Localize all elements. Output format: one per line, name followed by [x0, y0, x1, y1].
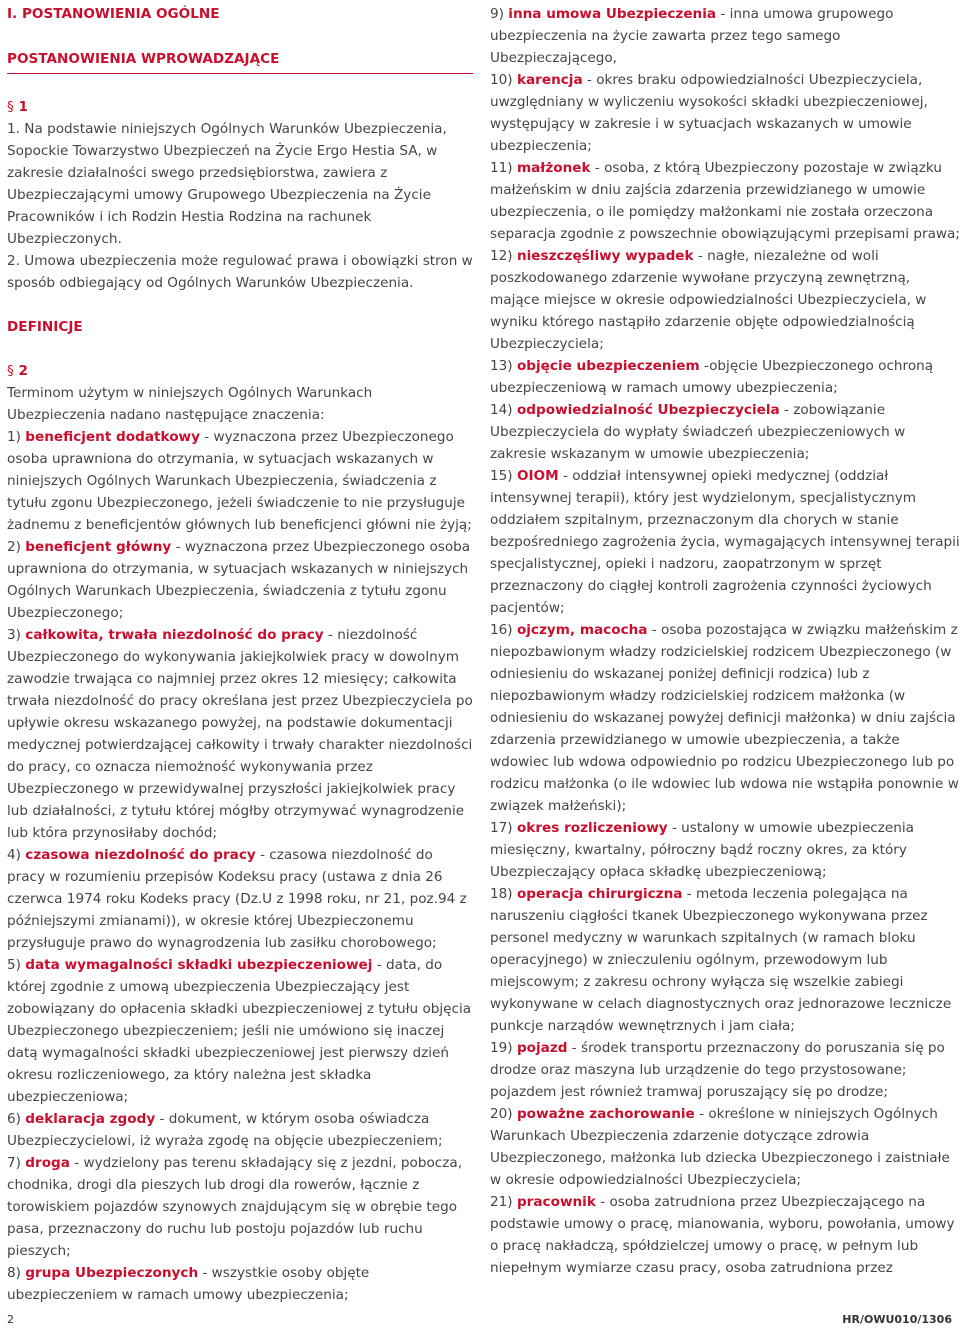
section-title: I. POSTANOWIENIA OGÓLNE	[7, 6, 220, 22]
definition-text: - osoba zatrudniona przez Ubezpieczającego na podstawie umowy o pracę, mianowania, wyboru, powołania, umowy o pracę nakładczą, spółdzielczej umowy o pracę, w pełnym lub niepełnym wymiarze czasu pracy, osoba zatrudniona przez	[490, 1194, 955, 1276]
definition-number: 12)	[490, 248, 517, 264]
definition-number: 11)	[490, 160, 517, 176]
definition-number: 18)	[490, 886, 517, 902]
definition-term: pracownik	[516, 1194, 596, 1210]
section-sign: §	[7, 99, 14, 115]
definition-number: 4)	[7, 847, 26, 863]
definition-term: deklaracja zgody	[25, 1111, 156, 1127]
definition-item	[490, 3, 960, 69]
page-number: 2	[7, 1313, 14, 1326]
definition-text: - wszystkie osoby objęte ubezpieczeniem w ramach umowy ubezpieczenia;	[7, 1265, 370, 1303]
definition-term: całkowita, trwała niezdolność do pracy	[25, 627, 324, 643]
definition-text: - nagłe, niezależne od woli poszkodowanego zdarzenie wywołane przyczyną zewnętrzną, mające miejsce w okresie odpowiedzialności Ubezpieczyciela, w wyniku którego nastąpiło zdarzenie objęte odpowiedzialnością Ubezpieczyciela;	[490, 248, 927, 352]
definitions-title: DEFINICJE	[7, 319, 83, 335]
definition-term: OIOM	[516, 468, 559, 484]
definition-text: - określone w niniejszych Ogólnych Warunkach Ubezpieczenia zdarzenie dotyczące zdrowia Ubezpieczonego, małżonka lub dziecka Ubezpieczonego i zaistniałe w okresie odpowiedzialności Ubezpieczyciela;	[490, 1106, 950, 1188]
definition-text: - ustalony w umowie ubezpieczenia miesięczny, kwartalny, półroczny bądź roczny okres, za który Ubezpieczający opłaca składkę ubezpieczeniową;	[490, 820, 915, 880]
definition-number: 7)	[7, 1155, 26, 1171]
paragraph-number: 1	[18, 99, 28, 115]
definition-term: beneficjent dodatkowy	[25, 429, 200, 445]
definition-text: -objęcie Ubezpieczonego ochroną ubezpieczeniową w ramach umowy ubezpieczenia;	[490, 358, 934, 396]
section-sign: §	[7, 363, 14, 379]
definition-item	[7, 426, 473, 536]
definition-text: - niezdolność Ubezpieczonego do wykonywania jakiejkolwiek pracy w dowolnym zawodzie trwająca co najmniej przez okres 12 miesięcy; całkowita trwała niezdolność do pracy określana jest przez Ubezpieczyciela po upływie okresu wskazanego powyżej, na podstawie dokumentacji medycznej potwierdzającej całkowity i trwały charakter niezdolności do pracy, co oznacza niemożność wykonywania przez Ubezpieczonego w przewidywalnej przyszłości jakiejkolwiek pracy lub działalności, z tytułu której mógłby otrzymywać wynagrodzenie lub która przynosiłaby dochód;	[7, 627, 473, 841]
definition-text: - inna umowa grupowego ubezpieczenia na życie zawarta przez tego samego Ubezpieczającego,	[490, 6, 894, 66]
definition-number: 20)	[490, 1106, 517, 1122]
definition-text: - wyznaczona przez Ubezpieczonego osoba uprawniona do otrzymania, w sytuacjach wskazanych w niniejszych Ogólnych Warunkach Ubezpieczenia, świadczenia z tytułu zgonu Ubezpieczonego, jeżeli świadczenie to nie przysługuje żadnemu z beneficjentów głównych lub beneficjenci główni nie żyją;	[7, 429, 472, 533]
definition-item	[490, 355, 960, 399]
definition-item	[490, 465, 960, 619]
definition-number: 3)	[7, 627, 26, 643]
left-column	[7, 3, 473, 1306]
definition-number: 10)	[490, 72, 517, 88]
definition-term: nieszczęśliwy wypadek	[516, 248, 694, 264]
document-code: HR/OWU010/1306	[842, 1313, 952, 1326]
definition-text: - okres braku odpowiedzialności Ubezpieczyciela, uwzględniany w wyliczeniu wysokości składki ubezpieczeniowej, występujący w zakresie i w sytuacjach wskazanych w umowie ubezpieczenia;	[490, 72, 928, 154]
definition-number: 8)	[7, 1265, 26, 1281]
definition-text: - wydzielony pas terenu składający się z jezdni, pobocza, chodnika, drogi dla pieszych lub drogi dla rowerów, łącznie z torowiskiem pojazdów szynowych znajdującym się w obrębie tego pasa, przeznaczony do ruchu lub postoju pojazdów lub ruchu pieszych;	[7, 1155, 463, 1259]
definition-term: pojazd	[516, 1040, 568, 1056]
paragraph-1-heading	[7, 96, 473, 118]
definition-text: - data, do której zgodnie z umową ubezpieczenia Ubezpieczający jest zobowiązany do opłacenia składki ubezpieczeniowej z tytułu objęcia Ubezpieczonego ubezpieczeniem; jeśli nie umówiono się inaczej datą wymagalności składki ubezpieczeniowej jest pierwszy dzień okresu rozliczeniowego, za który należna jest składka ubezpieczeniowa;	[7, 957, 472, 1105]
right-column	[490, 3, 960, 1279]
definition-term: operacja chirurgiczna	[516, 886, 683, 902]
definition-item	[490, 1191, 960, 1279]
paragraph-1-point-1: 1. Na podstawie niniejszych Ogólnych Warunków Ubezpieczenia, Sopockie Towarzystwo Ubezpieczeń na Życie Ergo Hestia SA, w zakresie działalności swego przedsiębiorstwa, zawiera z Ubezpieczającymi umowy Grupowego Ubezpieczenia na Życie Pracowników i ich Rodzin Hestia Rodzina na rachunek Ubezpieczonych.	[7, 121, 447, 247]
definition-number: 9)	[490, 6, 509, 22]
definition-number: 17)	[490, 820, 517, 836]
heading-divider	[7, 73, 473, 74]
paragraph-number: 2	[18, 363, 28, 379]
definition-number: 1)	[7, 429, 26, 445]
paragraph-2-heading	[7, 360, 473, 382]
definitions-intro: Terminom użytym w niniejszych Ogólnych Warunkach Ubezpieczenia nadano następujące znaczenia:	[7, 385, 373, 423]
definition-term: poważne zachorowanie	[516, 1106, 695, 1122]
definition-item	[7, 1152, 473, 1262]
definition-term: beneficjent główny	[25, 539, 172, 555]
definition-number: 13)	[490, 358, 517, 374]
definition-text: - metoda leczenia polegająca na naruszeniu ciągłości tkanek Ubezpieczonego wykonywana przez personel medyczny w warunkach szpitalnych (w ramach bloku operacyjnego) w znieczuleniu ogólnym, przewodowym lub miejscowym; z zakresu ochrony wyłącza się wszelkie zabiegi wykonywane w celach diagnostycznych oraz jednorazowe leczniczе punkcje narządów wewnętrznych i jam ciała;	[490, 886, 952, 1034]
definition-text: - środek transportu przeznaczony do poruszania się po drodze oraz maszyna lub urządzenie do tego przystosowane; pojazdem jest również tramwaj poruszający się po drodze;	[490, 1040, 945, 1100]
definition-text: - zobowiązanie Ubezpieczyciela do wypłaty świadczeń ubezpieczeniowych w zakresie wskazanym w umowie ubezpieczenia;	[490, 402, 906, 462]
definition-text: - czasowa niezdolność do pracy w rozumieniu przepisów Kodeksu pracy (ustawa z dnia 26 czerwca 1974 roku Kodeks pracy (Dz.U z 1998 roku, nr 21, poz.94 z późniejszymi zmianami)), w okresie której Ubezpieczonemu przysługuje prawo do wynagrodzenia lub zasiłku chorobowego;	[7, 847, 467, 951]
definition-item	[7, 536, 473, 624]
definition-term: czasowa niezdolność do pracy	[25, 847, 256, 863]
definitions-list-right	[490, 3, 960, 1279]
definition-number: 19)	[490, 1040, 517, 1056]
definition-item	[490, 69, 960, 157]
definition-number: 2)	[7, 539, 26, 555]
paragraph-1-point-2: 2. Umowa ubezpieczenia może regulować prawa i obowiązki stron w sposób odbiegający od Ogólnych Warunków Ubezpieczenia.	[7, 253, 473, 291]
definition-term: odpowiedzialność Ubezpieczyciela	[516, 402, 780, 418]
definition-text: - dokument, w którym osoba oświadcza Ubezpieczycielowi, iż wyraża zgodę na objęcie ubezpieczeniem;	[7, 1111, 443, 1149]
definition-item	[490, 157, 960, 245]
definition-item	[7, 1108, 473, 1152]
definition-number: 15)	[490, 468, 517, 484]
definition-item	[490, 245, 960, 355]
definition-item	[7, 844, 473, 954]
definition-number: 16)	[490, 622, 517, 638]
definition-item	[7, 624, 473, 844]
subsection-title: POSTANOWIENIA WPROWADZAJĄCE	[7, 51, 280, 67]
definition-number: 6)	[7, 1111, 26, 1127]
definition-item	[490, 817, 960, 883]
definition-text: - osoba pozostająca w związku małżeńskim z niepozbawionym władzy rodzicielskiej rodzicem Ubezpieczonego (w odniesieniu do wskazanej poniżej definicji rodzica) lub z niepozbawionym władzy rodzicielskiej rodzicem małżonka (w odniesieniu do wskazanej powyżej definicji małżonka) w dniu zajścia zdarzenia przewidzianego w umowie ubezpieczenia, a także wdowiec lub wdowa odpowiednio po rodzicu Ubezpieczonego lub po rodzicu małżonka (o ile wdowiec lub wdowa nie wstąpiła ponownie w związek małżeński);	[490, 622, 959, 814]
definition-text: - wyznaczona przez Ubezpieczonego osoba uprawniona do otrzymania, w sytuacjach wskazanych w niniejszych Ogólnych Warunkach Ubezpieczenia, świadczenia z tytułu zgonu Ubezpieczonego;	[7, 539, 471, 621]
definition-number: 21)	[490, 1194, 517, 1210]
definitions-list-left	[7, 426, 473, 1306]
definition-item	[7, 1262, 473, 1306]
definition-item	[490, 619, 960, 817]
definition-term: droga	[25, 1155, 70, 1171]
definition-item	[490, 399, 960, 465]
definition-item	[490, 883, 960, 1037]
definition-number: 14)	[490, 402, 517, 418]
definition-term: grupa Ubezpieczonych	[25, 1265, 199, 1281]
definition-text: - osoba, z którą Ubezpieczony pozostaje w związku małżeńskim w dniu zajścia zdarzenia przewidzianego w umowie ubezpieczenia, o ile pomiędzy małżonkami nie została orzeczona separacja zgodnie z powszechnie obowiązującymi przepisami prawa;	[490, 160, 960, 242]
definition-number: 5)	[7, 957, 26, 973]
definition-term: okres rozliczeniowy	[516, 820, 668, 836]
definition-term: ojczym, macocha	[516, 622, 648, 638]
definition-item	[490, 1103, 960, 1191]
definition-text: - oddział intensywnej opieki medycznej (oddział intensywnej terapii), który jest wydzielonym, specjalistycznym oddziałem szpitalnym, przeznaczonym dla chorych w stanie bezpośredniego zagrożenia życia, wymagających intensywnej terapii specjalistycznej, opieki i nadzoru, zaopatrzonym w sprzęt przeznaczony do ciągłej kontroli zagrożenia czynności życiowych pacjentów;	[490, 468, 960, 616]
definition-item	[7, 954, 473, 1108]
definition-term: objęcie ubezpieczeniem	[516, 358, 700, 374]
definition-term: inna umowa Ubezpieczenia	[508, 6, 717, 22]
definition-term: małżonek	[516, 160, 591, 176]
definition-term: data wymagalności składki ubezpieczeniowej	[25, 957, 373, 973]
definition-item	[490, 1037, 960, 1103]
definition-term: karencja	[516, 72, 583, 88]
